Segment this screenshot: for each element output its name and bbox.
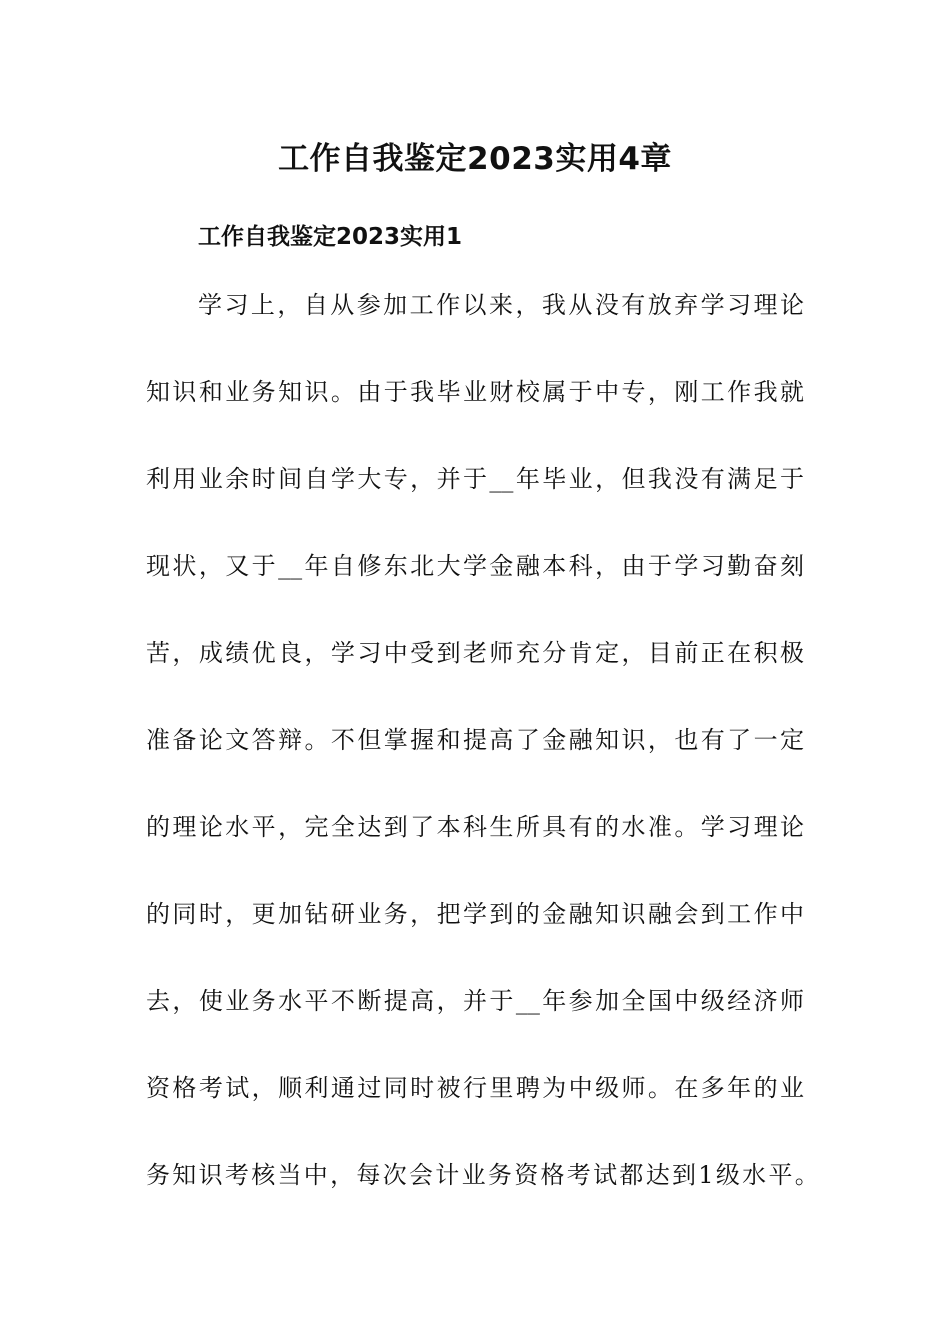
paragraph-line: 学习上，自从参加工作以来，我从没有放弃学习理论 bbox=[198, 291, 804, 319]
paragraph-line: 务知识考核当中，每次会计业务资格考试都达到1级水平。 bbox=[146, 1161, 822, 1189]
paragraph-line: 现状，又于__年自修东北大学金融本科，由于学习勤奋刻 bbox=[146, 552, 804, 580]
paragraph-line: 利用业余时间自学大专，并于__年毕业，但我没有满足于 bbox=[146, 465, 804, 493]
paragraph-line: 苦，成绩优良，学习中受到老师充分肯定，目前正在积极 bbox=[146, 639, 804, 667]
paragraph-line: 的同时，更加钻研业务，把学到的金融知识融会到工作中 bbox=[146, 900, 804, 928]
section-heading: 工作自我鉴定2023实用1 bbox=[198, 224, 463, 250]
paragraph-line: 资格考试，顺利通过同时被行里聘为中级师。在多年的业 bbox=[146, 1074, 804, 1102]
document-title: 工作自我鉴定2023实用4章 bbox=[278, 141, 672, 177]
paragraph-line: 知识和业务知识。由于我毕业财校属于中专，刚工作我就 bbox=[146, 378, 804, 406]
paragraph-line: 的理论水平，完全达到了本科生所具有的水准。学习理论 bbox=[146, 813, 804, 841]
paragraph-line: 去，使业务水平不断提高，并于__年参加全国中级经济师 bbox=[146, 987, 804, 1015]
paragraph-line: 准备论文答辩。不但掌握和提高了金融知识，也有了一定 bbox=[146, 726, 804, 754]
